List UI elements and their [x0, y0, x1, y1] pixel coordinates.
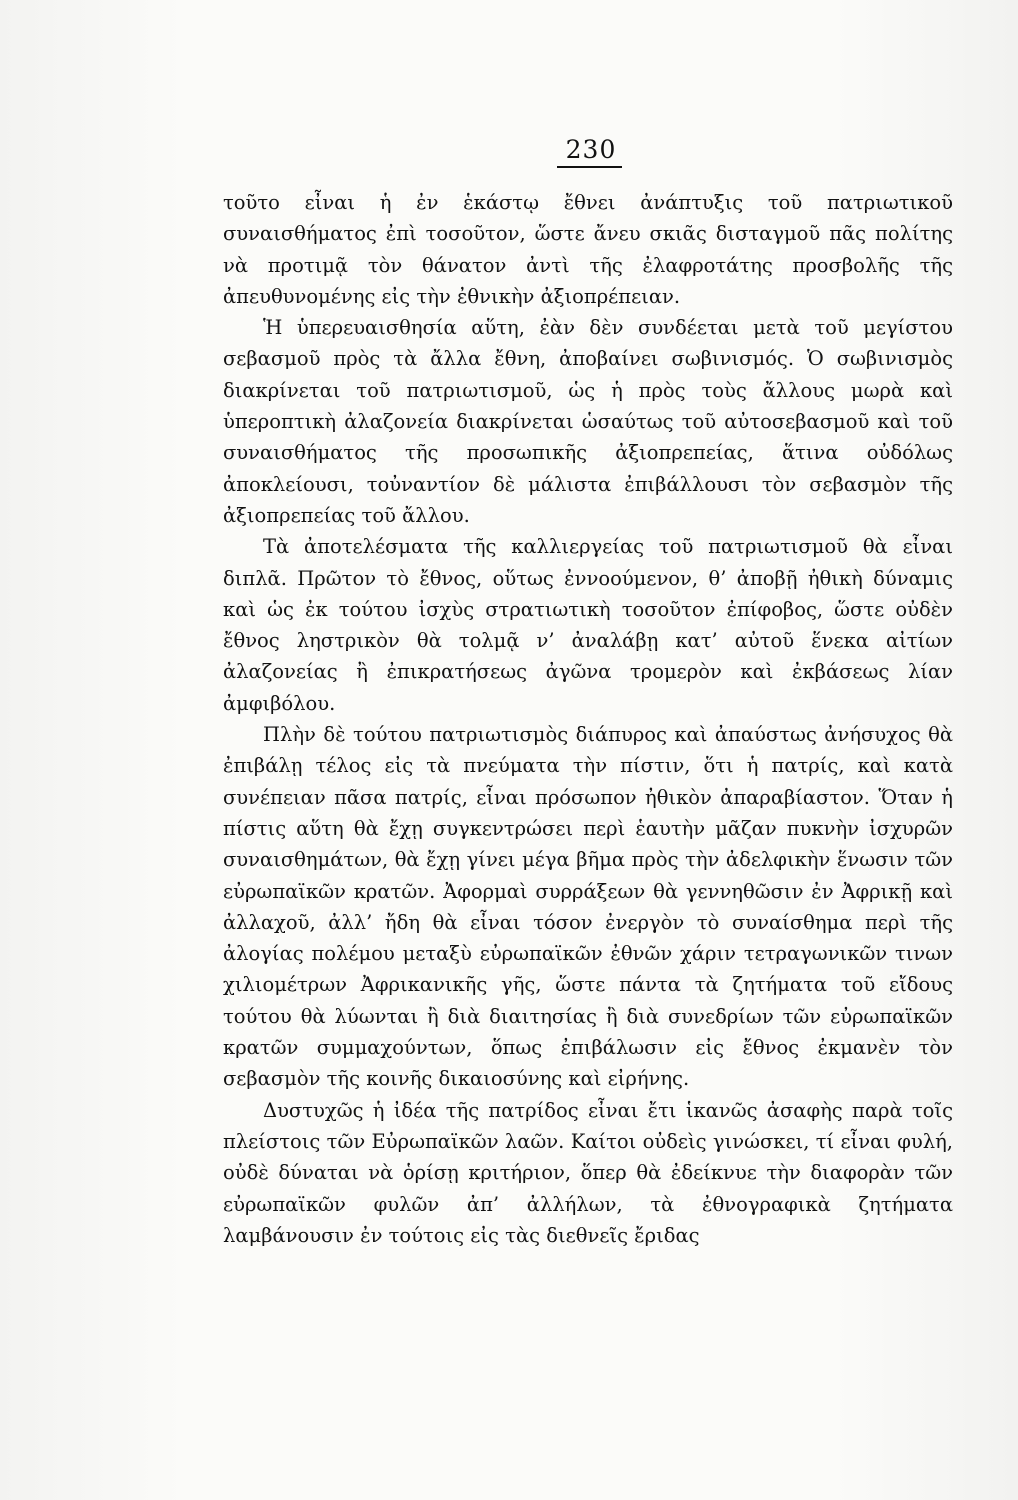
paragraph-5: Δυστυχῶς ἡ ἰδέα τῆς πατρίδος εἶναι ἔτι ἱκανῶς ἀσαφὴς παρὰ τοῖς πλείστοις τῶν Εὐρωπαϊκῶν λαῶν. Καίτοι οὐδεὶς γινώσκει, τί εἶναι φυλή, οὐδὲ δύναται νὰ ὁρίσῃ κριτήριον, ὅπερ θὰ ἐδείκνυε τὴν διαφορὰν τῶν εὐρωπαϊκῶν φυλῶν ἀπ’ ἀλλήλων, τὰ ἐθνογραφικὰ ζητήματα λαμβάνουσιν ἐν τούτοις εἰς τὰς διεθνεῖς ἔριδας	[223, 1098, 953, 1247]
main-text-block	[223, 187, 953, 1251]
paragraph-3: Τὰ ἀποτελέσματα τῆς καλλιεργείας τοῦ πατριωτισμοῦ θὰ εἶναι διπλᾶ. Πρῶτον τὸ ἔθνος, οὕτως ἐννοούμενον, θ’ ἀποβῇ ἠθικὴ δύναμις καὶ ὡς ἐκ τούτου ἰσχὺς στρατιωτικὴ τοσοῦτον ἐπίφοβος, ὥστε οὐδὲν ἔθνος ληστρικὸν θὰ τολμᾷ ν’ ἀναλάβῃ κατ’ αὐτοῦ ἕνεκα αἰτίων ἀλαζονείας ἢ ἐπικρατήσεως ἀγῶνα τρομερὸν καὶ ἐκβάσεως λίαν ἀμφιβόλου.	[223, 535, 953, 715]
page-number-underline	[557, 166, 622, 168]
paragraph-4: Πλὴν δὲ τούτου πατριωτισμὸς διάπυρος καὶ ἀπαύστως ἀνήσυχος θὰ ἐπιβάλῃ τέλος εἰς τὰ πνεύματα τὴν πίστιν, ὅτι ἡ πατρίς, καὶ κατὰ συνέπειαν πᾶσα πατρίς, εἶναι πρόσωπον ἠθικὸν ἀπαραβίαστον. Ὅταν ἡ πίστις αὕτη θὰ ἔχῃ συγκεντρώσει περὶ ἑαυτὴν μᾶζαν πυκνὴν ἰσχυρῶν συναισθημάτων, θὰ ἔχῃ γίνει μέγα βῆμα πρὸς τὴν ἀδελφικὴν ἕνωσιν τῶν εὐρωπαϊκῶν κρατῶν. Ἀφορμαὶ συρράξεων θὰ γεννηθῶσιν ἐν Ἀφρικῇ καὶ ἀλλαχοῦ, ἀλλ’ ἤδη θὰ εἶναι τόσον ἐνεργὸν τὸ συναίσθημα περὶ τῆς ἀλογίας πολέμου μεταξὺ εὐρωπαϊκῶν ἐθνῶν χάριν τετραγωνικῶν τινων χιλιομέτρων Ἀφρικανικῆς γῆς, ὥστε πάντα τὰ ζητήματα τοῦ εἴδους τούτου θὰ λύωνται ἢ διὰ διαιτησίας ἢ διὰ συνεδρίων τῶν εὐρωπαϊκῶν κρατῶν συμμαχούντων, ὅπως ἐπιβάλωσιν εἰς ἔθνος ἐκμανὲν τὸν σεβασμὸν τῆς κοινῆς δικαιοσύνης καὶ εἰρήνης.	[223, 723, 953, 1091]
page-number: 230	[565, 135, 617, 164]
paragraph-2: Ἡ ὑπερευαισθησία αὕτη, ἐὰν δὲν συνδέεται μετὰ τοῦ μεγίστου σεβασμοῦ πρὸς τὰ ἄλλα ἔθνη, ἀποβαίνει σωβινισμός. Ὁ σωβινισμὸς διακρίνεται τοῦ πατριωτισμοῦ, ὡς ἡ πρὸς τοὺς ἄλλους μωρὰ καὶ ὑπεροπτικὴ ἀλαζονεία διακρίνεται ὡσαύτως τοῦ αὐτοσεβασμοῦ καὶ τοῦ συναισθήματος τῆς προσωπικῆς ἀξιοπρεπείας, ἅτινα οὐδόλως ἀποκλείουσι, τοὐναντίον δὲ μάλιστα ἐπιβάλλουσι τὸν σεβασμὸν τῆς ἀξιοπρεπείας τοῦ ἄλλου.	[223, 316, 953, 527]
paragraph-1: τοῦτο εἶναι ἡ ἐν ἑκάστῳ ἔθνει ἀνάπτυξις τοῦ πατριωτικοῦ συναισθήματος ἐπὶ τοσοῦτον, ὥστε ἄνευ σκιᾶς δισταγμοῦ πᾶς πολίτης νὰ προτιμᾷ τὸν θάνατον ἀντὶ τῆς ἐλαφροτάτης προσβολῆς τῆς ἀπευθυνομένης εἰς τὴν ἐθνικὴν ἀξιοπρέπειαν.	[223, 191, 953, 308]
